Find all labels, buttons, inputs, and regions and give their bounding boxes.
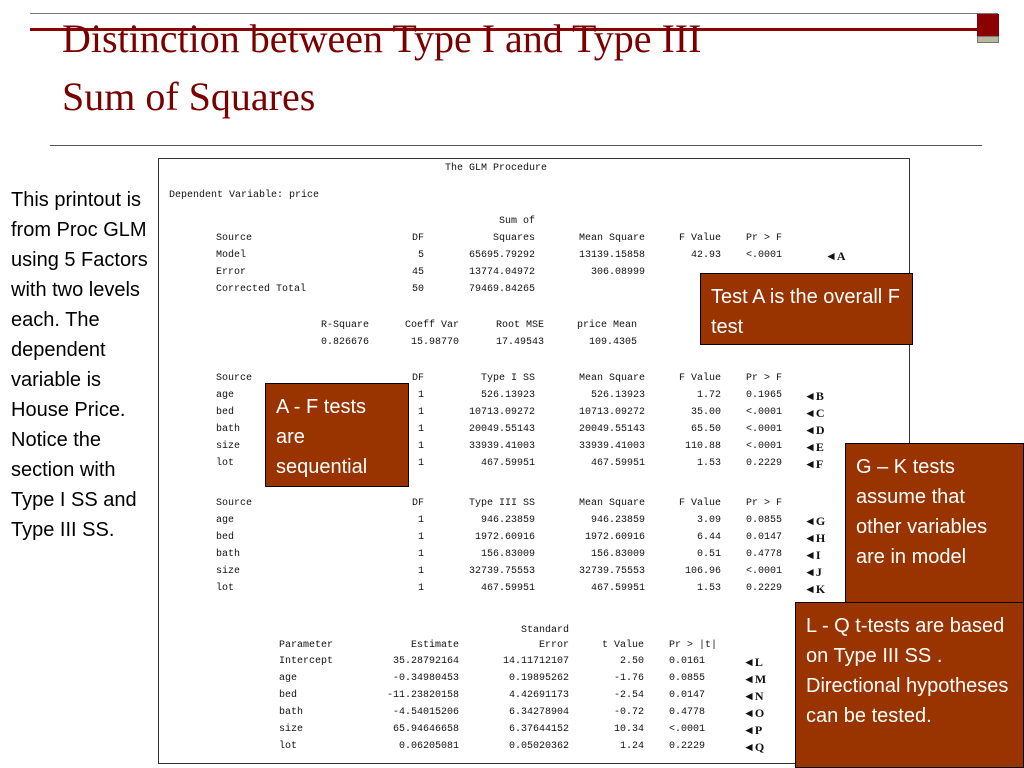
description-text: This printout is from Proc GLM using 5 Factors with two levels each. The dependent variable is House Price. Notice the section with Type I SS and Type III SS.: [11, 189, 148, 541]
type1-cell: age: [216, 390, 235, 401]
type1-cell: 0.2229: [746, 458, 783, 469]
type3-cell: 467.59951: [480, 583, 535, 594]
type1-cell: 526.13923: [480, 390, 535, 401]
params-cell: 0.05020362: [508, 741, 569, 752]
fit-value: 0.826676: [320, 337, 369, 348]
marker-m: ◄M: [743, 672, 767, 686]
type3-cell: 1: [417, 583, 424, 594]
params-cell: size: [279, 724, 304, 735]
params-cell: 35.28792164: [392, 656, 459, 667]
type3-cell: age: [216, 515, 235, 526]
marker-a: ◄A: [825, 249, 846, 263]
type1-cell: 33939.41003: [578, 441, 645, 452]
type3-cell: 156.83009: [590, 549, 645, 560]
slide-title-line1: Distinction between Type I and Type III: [62, 16, 702, 61]
type1-cell: 467.59951: [480, 458, 535, 469]
anova-header: DF: [411, 233, 424, 244]
type1-header: F Value: [678, 373, 721, 384]
type3-cell: 1: [417, 532, 424, 543]
type1-header: Pr > F: [746, 373, 783, 384]
type3-cell: 156.83009: [480, 549, 535, 560]
params-header: Estimate: [410, 640, 459, 651]
anova-cell: 45: [411, 267, 424, 278]
type1-cell: bed: [216, 407, 235, 418]
type1-cell: 467.59951: [590, 458, 645, 469]
corner-square-red: [977, 14, 999, 36]
type3-cell: 0.0147: [746, 532, 783, 543]
marker-f: ◄F: [804, 457, 824, 471]
type1-cell: 10713.09272: [468, 407, 535, 418]
type1-cell: 110.88: [684, 441, 721, 452]
anova-header: Squares: [492, 233, 535, 244]
type3-cell: <.0001: [746, 566, 783, 577]
type1-cell: <.0001: [746, 441, 783, 452]
params-cell: 0.4778: [669, 707, 706, 718]
params-header: Pr > |t|: [669, 640, 718, 651]
type3-cell: size: [216, 566, 241, 577]
params-cell: 6.34278904: [508, 707, 569, 718]
anova-cell: 5: [417, 250, 424, 261]
marker-g: ◄G: [804, 514, 826, 528]
marker-k: ◄K: [804, 582, 826, 596]
type3-cell: 946.23859: [480, 515, 535, 526]
marker-i: ◄I: [804, 548, 821, 562]
params-cell: 14.11712107: [502, 656, 569, 667]
callout-g-k: G – K tests assume that other variables are in model: [845, 443, 1024, 608]
params-cell: 0.0147: [669, 690, 706, 701]
marker-h: ◄H: [804, 531, 826, 545]
params-cell: lot: [279, 741, 298, 752]
params-cell: -0.34980453: [392, 673, 459, 684]
type3-cell: 1972.60916: [474, 532, 535, 543]
fit-header: Coeff Var: [404, 320, 459, 331]
params-header: Parameter: [279, 640, 334, 651]
type1-cell: 1.72: [696, 390, 721, 401]
type1-cell: 1: [417, 424, 424, 435]
marker-e: ◄E: [804, 440, 824, 454]
params-cell: bed: [279, 690, 298, 701]
type3-header: Mean Square: [578, 498, 645, 509]
type3-cell: 1: [417, 515, 424, 526]
type1-cell: size: [216, 441, 241, 452]
params-cell: 10.34: [613, 724, 644, 735]
slide-title-line2: Sum of Squares: [62, 74, 316, 119]
marker-c: ◄C: [804, 406, 825, 420]
type1-header: DF: [411, 373, 424, 384]
type1-cell: 20049.55143: [578, 424, 645, 435]
marker-n: ◄N: [743, 689, 764, 703]
type1-cell: <.0001: [746, 407, 783, 418]
type3-cell: 106.96: [684, 566, 721, 577]
type3-header: Pr > F: [746, 498, 783, 509]
params-cell: 2.50: [619, 656, 644, 667]
type1-cell: bath: [216, 424, 241, 435]
procedure-title: The GLM Procedure: [445, 163, 548, 174]
marker-p: ◄P: [743, 723, 763, 737]
params-cell: 0.06205081: [398, 741, 459, 752]
type1-cell: 526.13923: [590, 390, 645, 401]
type1-cell: <.0001: [746, 424, 783, 435]
anova-header: Mean Square: [578, 233, 645, 244]
fit-header: price Mean: [576, 320, 637, 331]
type3-cell: 0.4778: [746, 549, 783, 560]
anova-cell: Error: [216, 267, 247, 278]
params-cell: -11.23820158: [386, 690, 459, 701]
anova-cell: 306.08999: [590, 267, 645, 278]
fit-value: 15.98770: [410, 337, 459, 348]
type1-header: Mean Square: [578, 373, 645, 384]
type1-cell: 33939.41003: [468, 441, 535, 452]
callout-a-f: A - F tests are sequential: [265, 383, 409, 487]
params-header-standard: Standard: [520, 625, 569, 636]
type1-cell: 1: [417, 407, 424, 418]
corner-square-olive: [977, 36, 999, 43]
marker-l: ◄L: [743, 655, 763, 669]
params-cell: age: [279, 673, 298, 684]
params-cell: <.0001: [669, 724, 706, 735]
type1-header: Type I SS: [480, 373, 535, 384]
marker-q: ◄Q: [743, 740, 765, 754]
type3-cell: 3.09: [696, 515, 721, 526]
params-header: Error: [538, 640, 569, 651]
type3-cell: lot: [216, 583, 235, 594]
type3-cell: 32739.75553: [468, 566, 535, 577]
type1-cell: 65.50: [690, 424, 721, 435]
type1-cell: 1: [417, 441, 424, 452]
marker-j: ◄J: [804, 565, 822, 579]
type3-header: DF: [411, 498, 424, 509]
params-cell: 0.0855: [669, 673, 706, 684]
type3-cell: 32739.75553: [578, 566, 645, 577]
anova-cell: 13139.15858: [578, 250, 645, 261]
params-cell: 4.42691173: [508, 690, 569, 701]
type3-cell: 0.51: [696, 549, 721, 560]
callout-test-a: Test A is the overall F test: [700, 273, 913, 345]
type3-header: Source: [216, 498, 253, 509]
marker-o: ◄O: [743, 706, 765, 720]
fit-value: 109.4305: [588, 337, 637, 348]
type1-cell: 1: [417, 390, 424, 401]
params-cell: 65.94646658: [392, 724, 459, 735]
params-cell: 0.2229: [669, 741, 706, 752]
fit-header: R-Square: [320, 320, 369, 331]
anova-cell: 13774.04972: [468, 267, 535, 278]
params-cell: -4.54015206: [392, 707, 459, 718]
anova-cell: 79469.84265: [468, 284, 535, 295]
params-cell: -2.54: [613, 690, 644, 701]
anova-header: F Value: [678, 233, 721, 244]
dependent-variable: Dependent Variable: price: [169, 190, 320, 201]
type3-cell: 467.59951: [590, 583, 645, 594]
slide-title: [62, 10, 962, 126]
params-cell: -0.72: [613, 707, 644, 718]
type3-cell: 6.44: [696, 532, 721, 543]
fit-header: Root MSE: [495, 320, 544, 331]
type1-cell: 1.53: [696, 458, 721, 469]
params-cell: 6.37644152: [508, 724, 569, 735]
title-divider: [50, 145, 982, 146]
type3-cell: bath: [216, 549, 241, 560]
params-cell: 0.0161: [669, 656, 706, 667]
type3-cell: 1972.60916: [584, 532, 645, 543]
type3-cell: bed: [216, 532, 235, 543]
type1-cell: 0.1965: [746, 390, 783, 401]
marker-b: ◄B: [804, 389, 824, 403]
params-cell: bath: [279, 707, 304, 718]
params-cell: Intercept: [279, 656, 334, 667]
type3-cell: 946.23859: [590, 515, 645, 526]
anova-header: Source: [216, 233, 253, 244]
type1-cell: 35.00: [690, 407, 721, 418]
anova-cell: <.0001: [746, 250, 783, 261]
type3-cell: 1.53: [696, 583, 721, 594]
anova-cell: Corrected Total: [216, 284, 307, 295]
anova-cell: 50: [411, 284, 424, 295]
type1-header: Source: [216, 373, 253, 384]
type3-cell: 0.0855: [746, 515, 783, 526]
params-cell: 0.19895262: [508, 673, 569, 684]
fit-value: 17.49543: [495, 337, 544, 348]
type3-cell: 1: [417, 549, 424, 560]
type1-cell: 1: [417, 458, 424, 469]
type1-cell: lot: [216, 458, 235, 469]
params-cell: -1.76: [613, 673, 644, 684]
anova-cell: Model: [216, 250, 247, 261]
type3-header: F Value: [678, 498, 721, 509]
type1-cell: 10713.09272: [578, 407, 645, 418]
type3-header: Type III SS: [468, 498, 535, 509]
anova-cell: 65695.79292: [468, 250, 535, 261]
params-header: t Value: [601, 640, 644, 651]
anova-header: Pr > F: [746, 233, 783, 244]
marker-d: ◄D: [804, 423, 825, 437]
anova-header-sum-of: Sum of: [498, 216, 535, 227]
type3-cell: 1: [417, 566, 424, 577]
type3-cell: 0.2229: [746, 583, 783, 594]
anova-cell: 42.93: [690, 250, 721, 261]
type1-cell: 20049.55143: [468, 424, 535, 435]
params-cell: 1.24: [619, 741, 644, 752]
callout-l-q: L - Q t-tests are based on Type III SS . Directional hypotheses can be tested.: [795, 602, 1024, 768]
